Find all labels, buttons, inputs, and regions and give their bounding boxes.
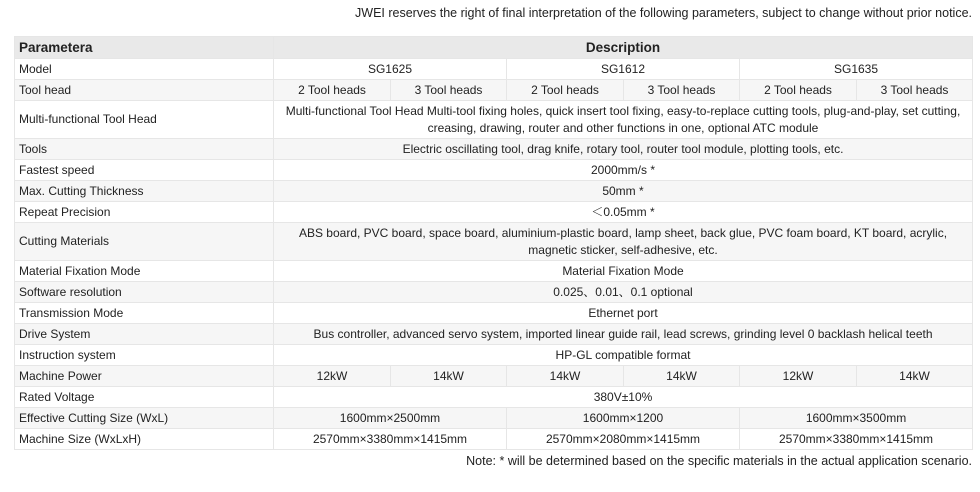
footnote: Note: * will be determined based on the specific materials in the actual application scenario. xyxy=(466,454,972,468)
description-column-header: Description xyxy=(274,37,973,59)
cutting-size-cell: 1600mm×1200 xyxy=(507,408,740,429)
table-header-row xyxy=(15,37,973,59)
row-label: Rated Voltage xyxy=(15,387,274,408)
power-cell: 14kW xyxy=(857,366,973,387)
row-fastest-speed xyxy=(15,160,973,181)
row-label: Tool head xyxy=(15,80,274,101)
tool-head-cell: 2 Tool heads xyxy=(507,80,624,101)
machine-size-cell: 2570mm×3380mm×1415mm xyxy=(274,429,507,450)
row-multi-tool-head xyxy=(15,101,973,139)
cutting-size-cell: 1600mm×2500mm xyxy=(274,408,507,429)
row-repeat-precision xyxy=(15,202,973,223)
tool-head-cell: 3 Tool heads xyxy=(391,80,507,101)
value-cell: Electric oscillating tool, drag knife, rotary tool, router tool module, plotting tools, etc. xyxy=(274,139,973,160)
row-tool-head xyxy=(15,80,973,101)
tool-head-cell: 3 Tool heads xyxy=(857,80,973,101)
row-effective-cutting-size xyxy=(15,408,973,429)
row-cutting-materials xyxy=(15,223,973,261)
row-label: Software resolution xyxy=(15,282,274,303)
model-cell: SG1625 xyxy=(274,59,507,80)
value-cell: 2000mm/s * xyxy=(274,160,973,181)
disclaimer-note: JWEI reserves the right of final interpretation of the following parameters, subject to change without prior notice. xyxy=(355,6,972,20)
row-model xyxy=(15,59,973,80)
row-label: Machine Size (WxLxH) xyxy=(15,429,274,450)
value-cell: Ethernet port xyxy=(274,303,973,324)
row-label: Drive System xyxy=(15,324,274,345)
power-cell: 14kW xyxy=(624,366,740,387)
value-cell: 50mm * xyxy=(274,181,973,202)
row-instruction-system xyxy=(15,345,973,366)
machine-size-cell: 2570mm×2080mm×1415mm xyxy=(507,429,740,450)
power-cell: 14kW xyxy=(391,366,507,387)
tool-head-cell: 2 Tool heads xyxy=(274,80,391,101)
row-label: Multi-functional Tool Head xyxy=(15,101,274,139)
parameters-table xyxy=(14,36,973,450)
row-drive-system xyxy=(15,324,973,345)
value-cell: HP-GL compatible format xyxy=(274,345,973,366)
tool-head-cell: 2 Tool heads xyxy=(740,80,857,101)
row-machine-size xyxy=(15,429,973,450)
row-label: Instruction system xyxy=(15,345,274,366)
value-cell: Material Fixation Mode xyxy=(274,261,973,282)
row-rated-voltage xyxy=(15,387,973,408)
value-cell: ABS board, PVC board, space board, aluminium-plastic board, lamp sheet, back glue, PVC foam board, KT board, acrylic, magnetic sticker, self-adhesive, etc. xyxy=(274,223,973,261)
row-fixation-mode xyxy=(15,261,973,282)
value-cell: 0.025、0.01、0.1 optional xyxy=(274,282,973,303)
cutting-size-cell: 1600mm×3500mm xyxy=(740,408,973,429)
row-software-resolution xyxy=(15,282,973,303)
power-cell: 14kW xyxy=(507,366,624,387)
row-label: Repeat Precision xyxy=(15,202,274,223)
row-label: Effective Cutting Size (WxL) xyxy=(15,408,274,429)
row-label: Max. Cutting Thickness xyxy=(15,181,274,202)
row-machine-power xyxy=(15,366,973,387)
row-label: Machine Power xyxy=(15,366,274,387)
row-label: Material Fixation Mode xyxy=(15,261,274,282)
value-cell: 380V±10% xyxy=(274,387,973,408)
model-cell: SG1612 xyxy=(507,59,740,80)
row-label: Fastest speed xyxy=(15,160,274,181)
value-cell: ＜0.05mm * xyxy=(274,202,973,223)
power-cell: 12kW xyxy=(274,366,391,387)
value-cell: Bus controller, advanced servo system, imported linear guide rail, lead screws, grinding level 0 backlash helical teeth xyxy=(274,324,973,345)
param-column-header: Parametera xyxy=(15,37,274,59)
tool-head-cell: 3 Tool heads xyxy=(624,80,740,101)
row-tools xyxy=(15,139,973,160)
machine-size-cell: 2570mm×3380mm×1415mm xyxy=(740,429,973,450)
row-label: Cutting Materials xyxy=(15,223,274,261)
power-cell: 12kW xyxy=(740,366,857,387)
model-cell: SG1635 xyxy=(740,59,973,80)
row-label: Tools xyxy=(15,139,274,160)
row-max-cutting-thickness xyxy=(15,181,973,202)
row-label: Model xyxy=(15,59,274,80)
value-cell: Multi-functional Tool Head Multi-tool fixing holes, quick insert tool fixing, easy-to-replace cutting tools, plug-and-play, set cutting, creasing, drawing, router and other functions in one, optional ATC module xyxy=(274,101,973,139)
row-label: Transmission Mode xyxy=(15,303,274,324)
row-transmission-mode xyxy=(15,303,973,324)
